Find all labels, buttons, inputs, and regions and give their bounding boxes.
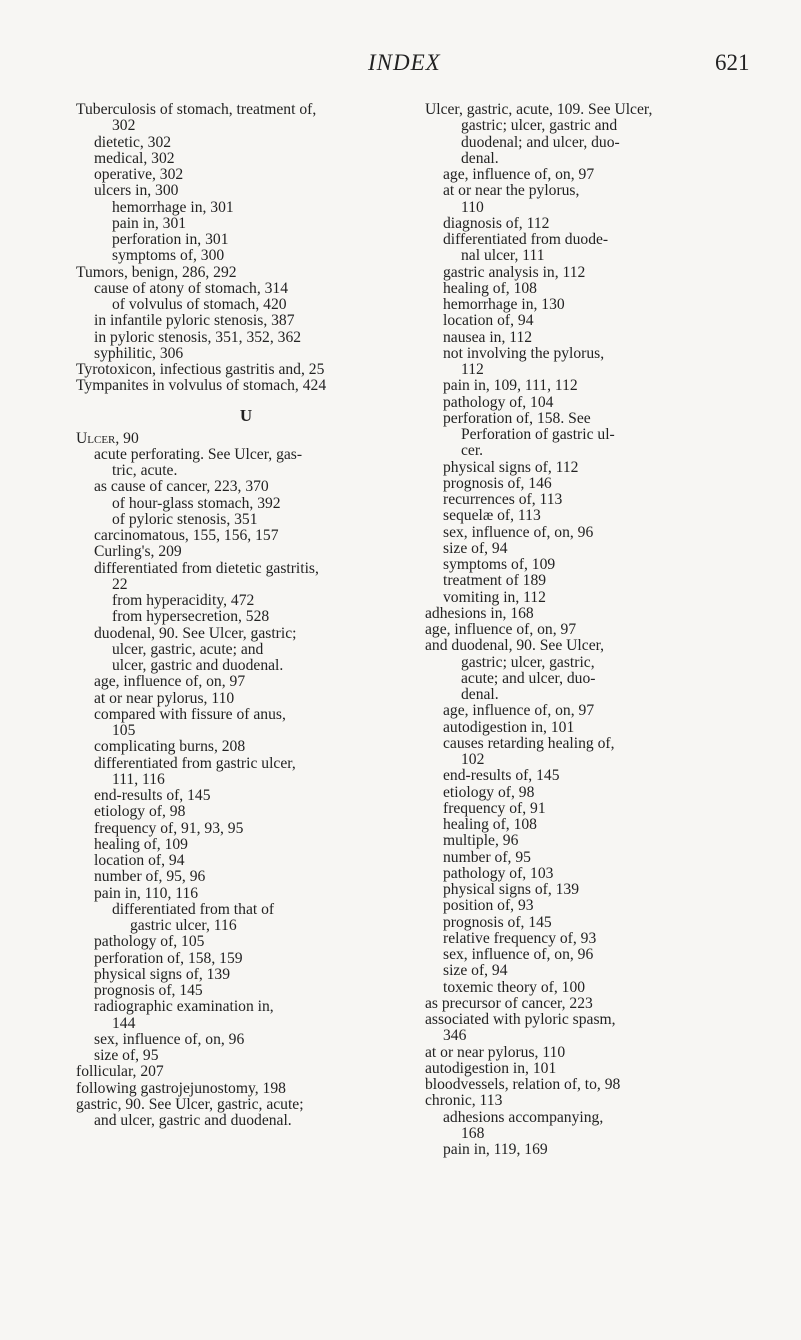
index-entry: medical, 302 xyxy=(94,149,175,167)
index-entry: Tympanites in volvulus of stomach, 424 xyxy=(76,377,327,395)
index-entry: cause of atony of stomach, 314 xyxy=(94,279,289,297)
index-entry: acute perforating. See Ulcer, gas- xyxy=(94,445,303,463)
index-entry: frequency of, 91 xyxy=(443,799,546,817)
index-entry: Tuberculosis of stomach, treatment of, xyxy=(76,101,317,118)
page-number: 621 xyxy=(715,50,750,75)
index-entry: duodenal; and ulcer, duo- xyxy=(461,133,620,151)
index-entry: size of, 94 xyxy=(443,962,508,980)
index-entry: age, influence of, on, 97 xyxy=(94,673,246,691)
index-entry: 346 xyxy=(443,1027,467,1045)
index-entry: complicating burns, 208 xyxy=(94,738,246,756)
index-entry: pathology of, 103 xyxy=(443,864,554,882)
index-entry: adhesions accompanying, xyxy=(443,1108,604,1126)
index-entry: frequency of, 91, 93, 95 xyxy=(94,819,244,837)
index-entry: as cause of cancer, 223, 370 xyxy=(94,478,269,496)
index-entry: multiple, 96 xyxy=(443,832,519,850)
index-entry: differentiated from duode- xyxy=(443,231,609,248)
index-entry: from hypersecretion, 528 xyxy=(112,608,270,626)
index-entry: physical signs of, 112 xyxy=(443,458,579,476)
index-entry: Tyrotoxicon, infectious gastritis and, 25 xyxy=(76,361,325,378)
index-entry: sex, influence of, on, 96 xyxy=(94,1030,245,1048)
page-header xyxy=(0,50,801,84)
index-entry: autodigestion in, 101 xyxy=(443,718,575,736)
index-entry: location of, 94 xyxy=(94,852,185,869)
index-entry: perforation of, 158, 159 xyxy=(94,949,243,967)
index-entry: diagnosis of, 112 xyxy=(443,214,550,232)
index-entry: symptoms of, 300 xyxy=(112,247,225,265)
index-entry: bloodvessels, relation of, to, 98 xyxy=(425,1076,621,1093)
index-entry: acute; and ulcer, duo- xyxy=(461,669,596,687)
index-column-right xyxy=(425,102,765,1158)
running-title: INDEX xyxy=(368,50,441,75)
index-entry: number of, 95, 96 xyxy=(94,868,206,886)
index-entry: sex, influence of, on, 96 xyxy=(443,523,594,541)
index-entry: Curling's, 209 xyxy=(94,543,182,561)
index-entry: vomiting in, 112 xyxy=(443,588,546,606)
index-entry: gastric; ulcer, gastric, xyxy=(461,653,595,671)
index-entry: of hour-glass stomach, 392 xyxy=(112,494,281,512)
index-entry: and duodenal, 90. See Ulcer, xyxy=(425,637,605,655)
index-entry: compared with fissure of anus, xyxy=(94,705,286,723)
index-entry: denal. xyxy=(461,149,499,167)
index-entry: age, influence of, on, 97 xyxy=(425,621,577,638)
index-entry: gastric, 90. See Ulcer, gastric, acute; xyxy=(76,1095,304,1113)
index-entry: hemorrhage in, 130 xyxy=(443,296,565,313)
index-entry: in pyloric stenosis, 351, 352, 362 xyxy=(94,328,302,346)
index-column-left xyxy=(76,102,416,1129)
index-entry: healing of, 108 xyxy=(443,816,537,833)
index-entry: denal. xyxy=(461,686,499,703)
index-entry: prognosis of, 145 xyxy=(443,913,552,931)
index-entry: pain in, 119, 169 xyxy=(443,1141,548,1158)
index-entry: from hyperacidity, 472 xyxy=(112,592,255,609)
index-entry: pain in, 301 xyxy=(112,214,187,232)
index-entry: 111, 116 xyxy=(112,770,165,788)
index-entry: 168 xyxy=(461,1124,485,1142)
index-entry: 105 xyxy=(112,722,136,739)
index-entry: pathology of, 104 xyxy=(443,393,554,411)
index-entry: not involving the pylorus, xyxy=(443,344,605,362)
index-entry: perforation of, 158. See xyxy=(443,409,591,427)
index-entry: of pyloric stenosis, 351 xyxy=(112,510,258,528)
index-entry: size of, 95 xyxy=(94,1047,159,1064)
index-entry: dietetic, 302 xyxy=(94,133,172,151)
index-entry: associated with pyloric spasm, xyxy=(425,1011,616,1028)
index-entry: syphilitic, 306 xyxy=(94,344,184,362)
index-entry: 302 xyxy=(112,117,136,135)
index-entry: toxemic theory of, 100 xyxy=(443,978,586,996)
index-entry: pain in, 109, 111, 112 xyxy=(443,377,578,395)
index-entry: tric, acute. xyxy=(112,462,178,479)
index-entry: pathology of, 105 xyxy=(94,933,205,951)
index-entry: 112 xyxy=(461,361,484,378)
index-entry: ulcer, gastric, acute; and xyxy=(112,640,264,658)
index-entry: differentiated from dietetic gastritis, xyxy=(94,559,319,577)
index-entry: as precursor of cancer, 223 xyxy=(425,994,593,1012)
index-entry: at or near the pylorus, xyxy=(443,182,580,200)
index-entry: chronic, 113 xyxy=(425,1092,503,1110)
index-entry: treatment of 189 xyxy=(443,572,547,590)
index-entry: position of, 93 xyxy=(443,897,534,915)
index-entry: sex, influence of, on, 96 xyxy=(443,946,594,963)
index-entry: Ulcer, gastric, acute, 109. See Ulcer, xyxy=(425,101,653,118)
index-entry: ulcers in, 300 xyxy=(94,182,179,200)
index-entry: hemorrhage in, 301 xyxy=(112,198,234,216)
index-entry: healing of, 109 xyxy=(94,835,188,853)
index-entry: gastric; ulcer, gastric and xyxy=(461,117,618,135)
index-entry: follicular, 207 xyxy=(76,1063,164,1081)
index-entry: prognosis of, 145 xyxy=(94,982,203,999)
index-entry: location of, 94 xyxy=(443,312,534,330)
index-entry: at or near pylorus, 110 xyxy=(425,1043,566,1061)
index-entry: recurrences of, 113 xyxy=(443,491,563,508)
index-entry: Perforation of gastric ul- xyxy=(461,426,615,443)
index-entry: gastric ulcer, 116 xyxy=(130,917,237,934)
index-entry: of volvulus of stomach, 420 xyxy=(112,296,287,313)
index-entry: autodigestion in, 101 xyxy=(425,1059,557,1077)
index-entry: size of, 94 xyxy=(443,539,508,557)
index-entry: differentiated from that of xyxy=(112,900,275,918)
index-entry: etiology of, 98 xyxy=(443,783,535,801)
index-entry: age, influence of, on, 97 xyxy=(443,702,595,720)
index-entry: healing of, 108 xyxy=(443,279,537,297)
index-entry: number of, 95 xyxy=(443,848,531,866)
index-entry: physical signs of, 139 xyxy=(94,965,231,983)
index-entry: 144 xyxy=(112,1014,136,1032)
index-entry: etiology of, 98 xyxy=(94,803,186,821)
index-entry: at or near pylorus, 110 xyxy=(94,689,235,707)
index-entry: ulcer, gastric and duodenal. xyxy=(112,657,284,674)
index-entry: differentiated from gastric ulcer, xyxy=(94,754,296,772)
section-letter: U xyxy=(239,405,253,425)
index-entry: sequelæ of, 113 xyxy=(443,507,541,525)
index-entry: symptoms of, 109 xyxy=(443,556,556,573)
index-entry: age, influence of, on, 97 xyxy=(443,166,595,183)
index-entry: physical signs of, 139 xyxy=(443,881,580,898)
index-entry: causes retarding healing of, xyxy=(443,734,615,752)
index-entry: and ulcer, gastric and duodenal. xyxy=(94,1112,292,1129)
index-entry: relative frequency of, 93 xyxy=(443,929,597,947)
index-entry: perforation in, 301 xyxy=(112,231,229,248)
index-entry: end-results of, 145 xyxy=(94,787,211,804)
index-entry: Tumors, benign, 286, 292 xyxy=(76,263,237,281)
index-entry: duodenal, 90. See Ulcer, gastric; xyxy=(94,624,297,642)
index-entry: in infantile pyloric stenosis, 387 xyxy=(94,312,295,330)
index-entry: 22 xyxy=(112,575,128,593)
index-entry: radiographic examination in, xyxy=(94,998,274,1016)
index-entry: 102 xyxy=(461,751,485,768)
index-entry: pain in, 110, 116 xyxy=(94,884,199,902)
index-entry: operative, 302 xyxy=(94,166,184,183)
index-entry: 110 xyxy=(461,198,484,216)
index-entry: Ulcer, 90 xyxy=(76,429,139,447)
index-entry: cer. xyxy=(461,442,484,460)
index-entry: nal ulcer, 111 xyxy=(461,247,545,265)
index-entry: carcinomatous, 155, 156, 157 xyxy=(94,527,279,544)
index-entry: following gastrojejunostomy, 198 xyxy=(76,1079,286,1097)
index-entry: end-results of, 145 xyxy=(443,767,560,785)
index-entry: prognosis of, 146 xyxy=(443,474,552,492)
index-entry: gastric analysis in, 112 xyxy=(443,263,586,281)
index-entry: nausea in, 112 xyxy=(443,328,533,346)
index-entry: adhesions in, 168 xyxy=(425,604,534,622)
